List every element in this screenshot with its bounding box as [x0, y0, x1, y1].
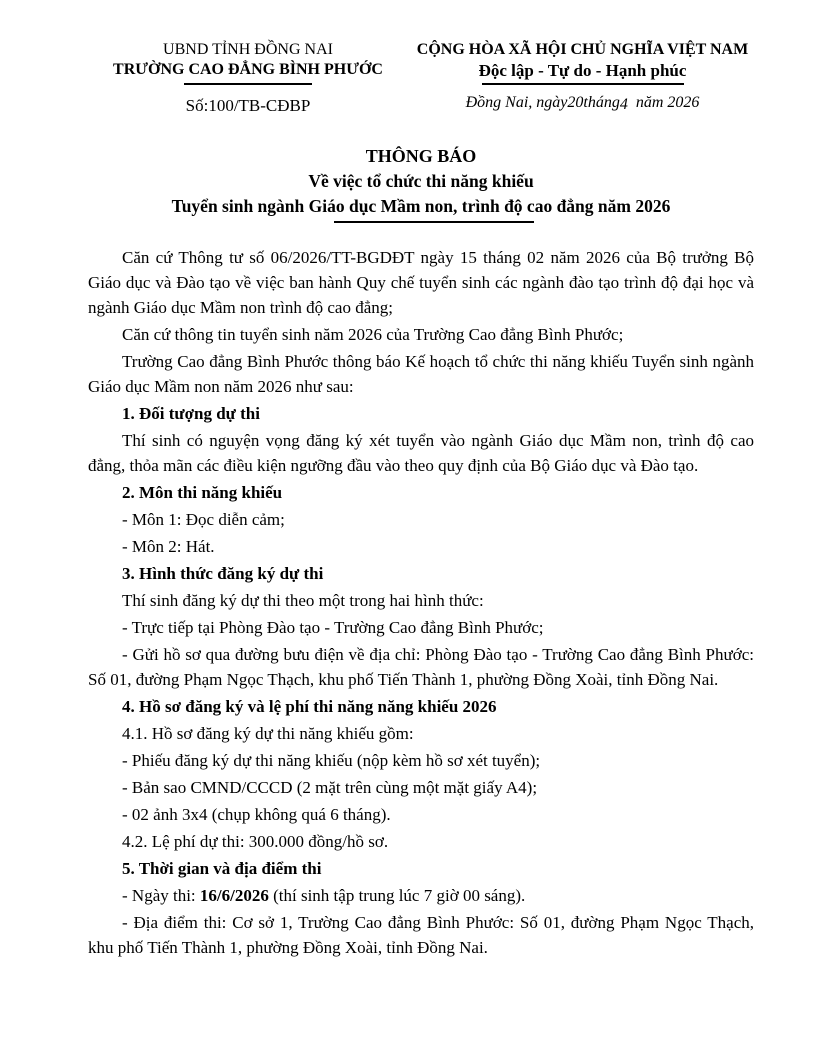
- exam-date-suffix: (thí sinh tập trung lúc 7 giờ 00 sáng).: [268, 886, 526, 905]
- section-3-text: Thí sinh đăng ký dự thi theo một trong hai hình thức:: [122, 591, 484, 610]
- place-and-date: [410, 94, 755, 112]
- section-3-heading: 3. Hình thức đăng ký dự thi: [122, 564, 324, 583]
- date-day-value: 20: [567, 94, 584, 111]
- section-5-heading: 5. Thời gian và địa điểm thi: [122, 859, 322, 878]
- exam-date-prefix: - Ngày thi:: [122, 886, 200, 905]
- document-number-value: 100: [208, 96, 234, 115]
- section-3-item-2: - Gửi hồ sơ qua đường bưu điện về địa chỉ: Phòng Đào tạo - Trường Cao đẳng Bình Phước: Số 01, đường Phạm Ngọc Thạch, khu phố Tiến Thành 1, phường Đồng Xoài, tỉnh Đồng Nai.: [88, 645, 754, 689]
- para-intro: Trường Cao đẳng Bình Phước thông báo Kế hoạch tổ chức thi năng khiếu Tuyển sinh ngành Giáo dục Mầm non năm 2026 như sau:: [88, 352, 754, 396]
- section-2-item-2: - Môn 2: Hát.: [122, 537, 215, 556]
- section-4-sub-1: 4.1. Hồ sơ đăng ký dự thi năng khiếu gồm:: [122, 724, 414, 743]
- national-title: CỘNG HÒA XÃ HỘI CHỦ NGHĨA VIỆT NAM: [416, 41, 749, 58]
- motto-underline: [482, 83, 684, 85]
- exam-date-value: 16/6/2026: [199, 886, 269, 905]
- date-month-value: 4: [619, 96, 628, 113]
- document-subtitle-2: Tuyển sinh ngành Giáo dục Mầm non, trình độ cao đẳng năm 2026: [171, 196, 671, 216]
- section-4-item-3: - 02 ảnh 3x4 (chụp không quá 6 tháng).: [122, 805, 391, 824]
- issuer-underline: [184, 83, 312, 85]
- document-number: [108, 96, 388, 116]
- document-title: THÔNG BÁO: [365, 146, 477, 166]
- section-1-text: Thí sinh có nguyện vọng đăng ký xét tuyển vào ngành Giáo dục Mầm non, trình độ cao đẳng, thỏa mãn các điều kiện ngưỡng đầu vào theo quy định của Bộ Giáo dục và Đào tạo.: [88, 431, 754, 475]
- section-2-item-1: - Môn 1: Đọc diễn cảm;: [122, 510, 285, 529]
- section-4-sub-2: 4.2. Lệ phí dự thi: 300.000 đồng/hồ sơ.: [122, 832, 389, 851]
- date-place-prefix: Đồng Nai, ngày: [465, 94, 568, 111]
- para-legal-basis-1: Căn cứ Thông tư số 06/2026/TT-BGDĐT ngày 15 tháng 02 năm 2026 của Bộ trưởng Bộ Giáo dục và Đào tạo về việc ban hành Quy chế tuyển sinh các ngành đào tạo trình độ đại học và ngành Giáo dục Mầm non trình độ cao đẳng;: [88, 248, 754, 317]
- national-motto: Độc lập - Tự do - Hạnh phúc: [478, 61, 687, 80]
- date-month-word: tháng: [583, 94, 620, 111]
- section-5-exam-date: [88, 883, 754, 908]
- section-4-item-1: - Phiếu đăng ký dự thi năng khiếu (nộp kèm hồ sơ xét tuyển);: [122, 751, 541, 770]
- section-4-heading: 4. Hồ sơ đăng ký và lệ phí thi năng năng khiếu 2026: [122, 697, 497, 716]
- section-5-exam-location: - Địa điểm thi: Cơ sở 1, Trường Cao đẳng Bình Phước: Số 01, đường Phạm Ngọc Thạch, khu phố Tiến Thành 1, phường Đồng Xoài, tỉnh Đồng Nai.: [88, 913, 754, 957]
- header-issuer-block: [108, 40, 388, 116]
- document-title-block: [88, 144, 754, 223]
- header-national-block: [410, 40, 755, 116]
- document-number-prefix: Số:: [185, 96, 209, 115]
- para-legal-basis-2: Căn cứ thông tin tuyển sinh năm 2026 của Trường Cao đẳng Bình Phước;: [122, 325, 624, 344]
- section-4-item-2: - Bản sao CMND/CCCD (2 mặt trên cùng một mặt giấy A4);: [122, 778, 538, 797]
- section-1-heading: 1. Đối tượng dự thi: [122, 404, 260, 423]
- issuing-authority: UBND TỈNH ĐỒNG NAI: [163, 41, 333, 58]
- document-header: [0, 0, 816, 116]
- section-3-item-1: - Trực tiếp tại Phòng Đào tạo - Trường Cao đẳng Bình Phước;: [122, 618, 544, 637]
- document-number-suffix: /TB-CĐBP: [233, 96, 311, 115]
- document-subtitle-1: Về việc tổ chức thi năng khiếu: [308, 171, 534, 191]
- date-year: năm 2026: [635, 94, 700, 111]
- document-body: [88, 245, 754, 960]
- section-2-heading: 2. Môn thi năng khiếu: [122, 483, 283, 502]
- title-underline: [334, 221, 534, 223]
- issuing-school-name: TRƯỜNG CAO ĐẲNG BÌNH PHƯỚC: [113, 61, 383, 78]
